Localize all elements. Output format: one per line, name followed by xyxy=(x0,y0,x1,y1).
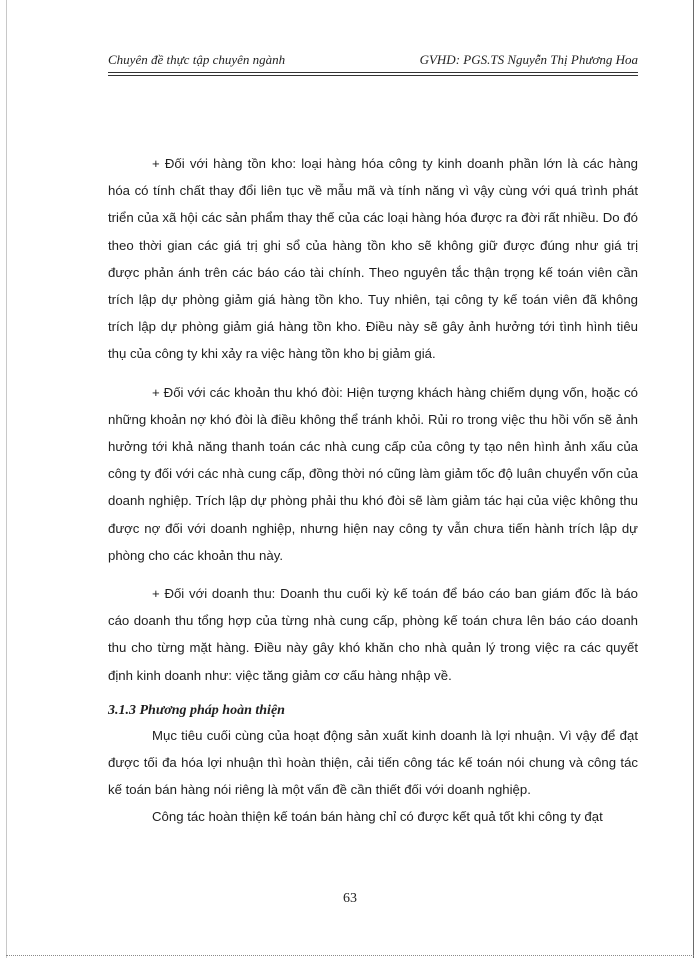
header-rule xyxy=(108,72,638,73)
header-course-title: Chuyên đề thực tập chuyên ngành xyxy=(108,52,286,67)
section-heading: 3.1.3 Phương pháp hoàn thiện xyxy=(108,702,285,718)
running-header xyxy=(108,52,638,72)
paragraph-inventory: + Đối với hàng tồn kho: loại hàng hóa công ty kinh doanh phần lớn là các hàng hóa có tính chất thay đổi liên tục về mẫu mã và tính năng vì vậy cùng với quá trình phát triển của xã hội các sản phẩm thay thế của các loại hàng hóa được ra đời rất nhiều. Do đó theo thời gian các giá trị ghi sổ của hàng tồn kho sẽ không giữ được đúng như giá trị được phản ánh trên các báo cáo tài chính. Theo nguyên tắc thận trọng kế toán viên cần trích lập dự phòng giảm giá hàng tồn kho. Tuy nhiên, tại công ty kế toán viên đã không trích lập dự phòng giảm giá hàng tồn kho. Điều này sẽ gây ảnh hưởng tới tình hình tiêu thụ của công ty khi xảy ra việc hàng tồn kho bị giảm giá. xyxy=(108,156,638,362)
paragraph-receivables: + Đối với các khoản thu khó đòi: Hiện tượng khách hàng chiếm dụng vốn, hoặc có những khoản nợ khó đòi là điều không thể tránh khỏi. Rủi ro trong việc thu hồi vốn sẽ ảnh hưởng tới khả năng thanh toán các nhà cung cấp của công ty tạo nên hình ảnh xấu của công ty đối với các nhà cung cấp, đồng thời nó cũng làm giảm tốc độ luân chuyển vốn của doanh nghiệp. Trích lập dự phòng phải thu khó đòi sẽ làm giảm tác hại của việc không thu được nợ đối với doanh nghiệp, nhưng hiện nay công ty vẫn chưa tiến hành trích lập dự phòng cho các khoản thu này. xyxy=(108,384,638,563)
document-body xyxy=(108,150,638,831)
header-supervisor: GVHD: PGS.TS Nguyễn Thị Phương Hoa xyxy=(419,52,638,67)
page-number: 63 xyxy=(343,891,357,906)
paragraph-revenue: + Đối với doanh thu: Doanh thu cuối kỳ kế toán để báo cáo ban giám đốc là báo cáo doanh thu tổng hợp của từng nhà cung cấp, phòng kế toán chưa lên báo cáo doanh thu cho từng mặt hàng. Điều này gây khó khăn cho nhà quản lý trong việc ra các quyết định kinh doanh như: việc tăng giảm cơ cấu hàng nhập về. xyxy=(108,586,638,683)
header-rule-double xyxy=(108,75,638,76)
paragraph-goal: Mục tiêu cuối cùng của hoạt động sản xuất kinh doanh là lợi nhuận. Vì vậy để đạt được tối đa hóa lợi nhuận thì hoàn thiện, cải tiến công tác kế toán nói chung và công tác kế toán bán hàng nói riêng là một vấn đề cần thiết đối với doanh nghiệp. xyxy=(108,727,638,798)
paragraph-improvement: Công tác hoàn thiện kế toán bán hàng chỉ có được kết quả tốt khi công ty đạt xyxy=(152,809,603,825)
page-bottom-edge xyxy=(6,955,694,956)
